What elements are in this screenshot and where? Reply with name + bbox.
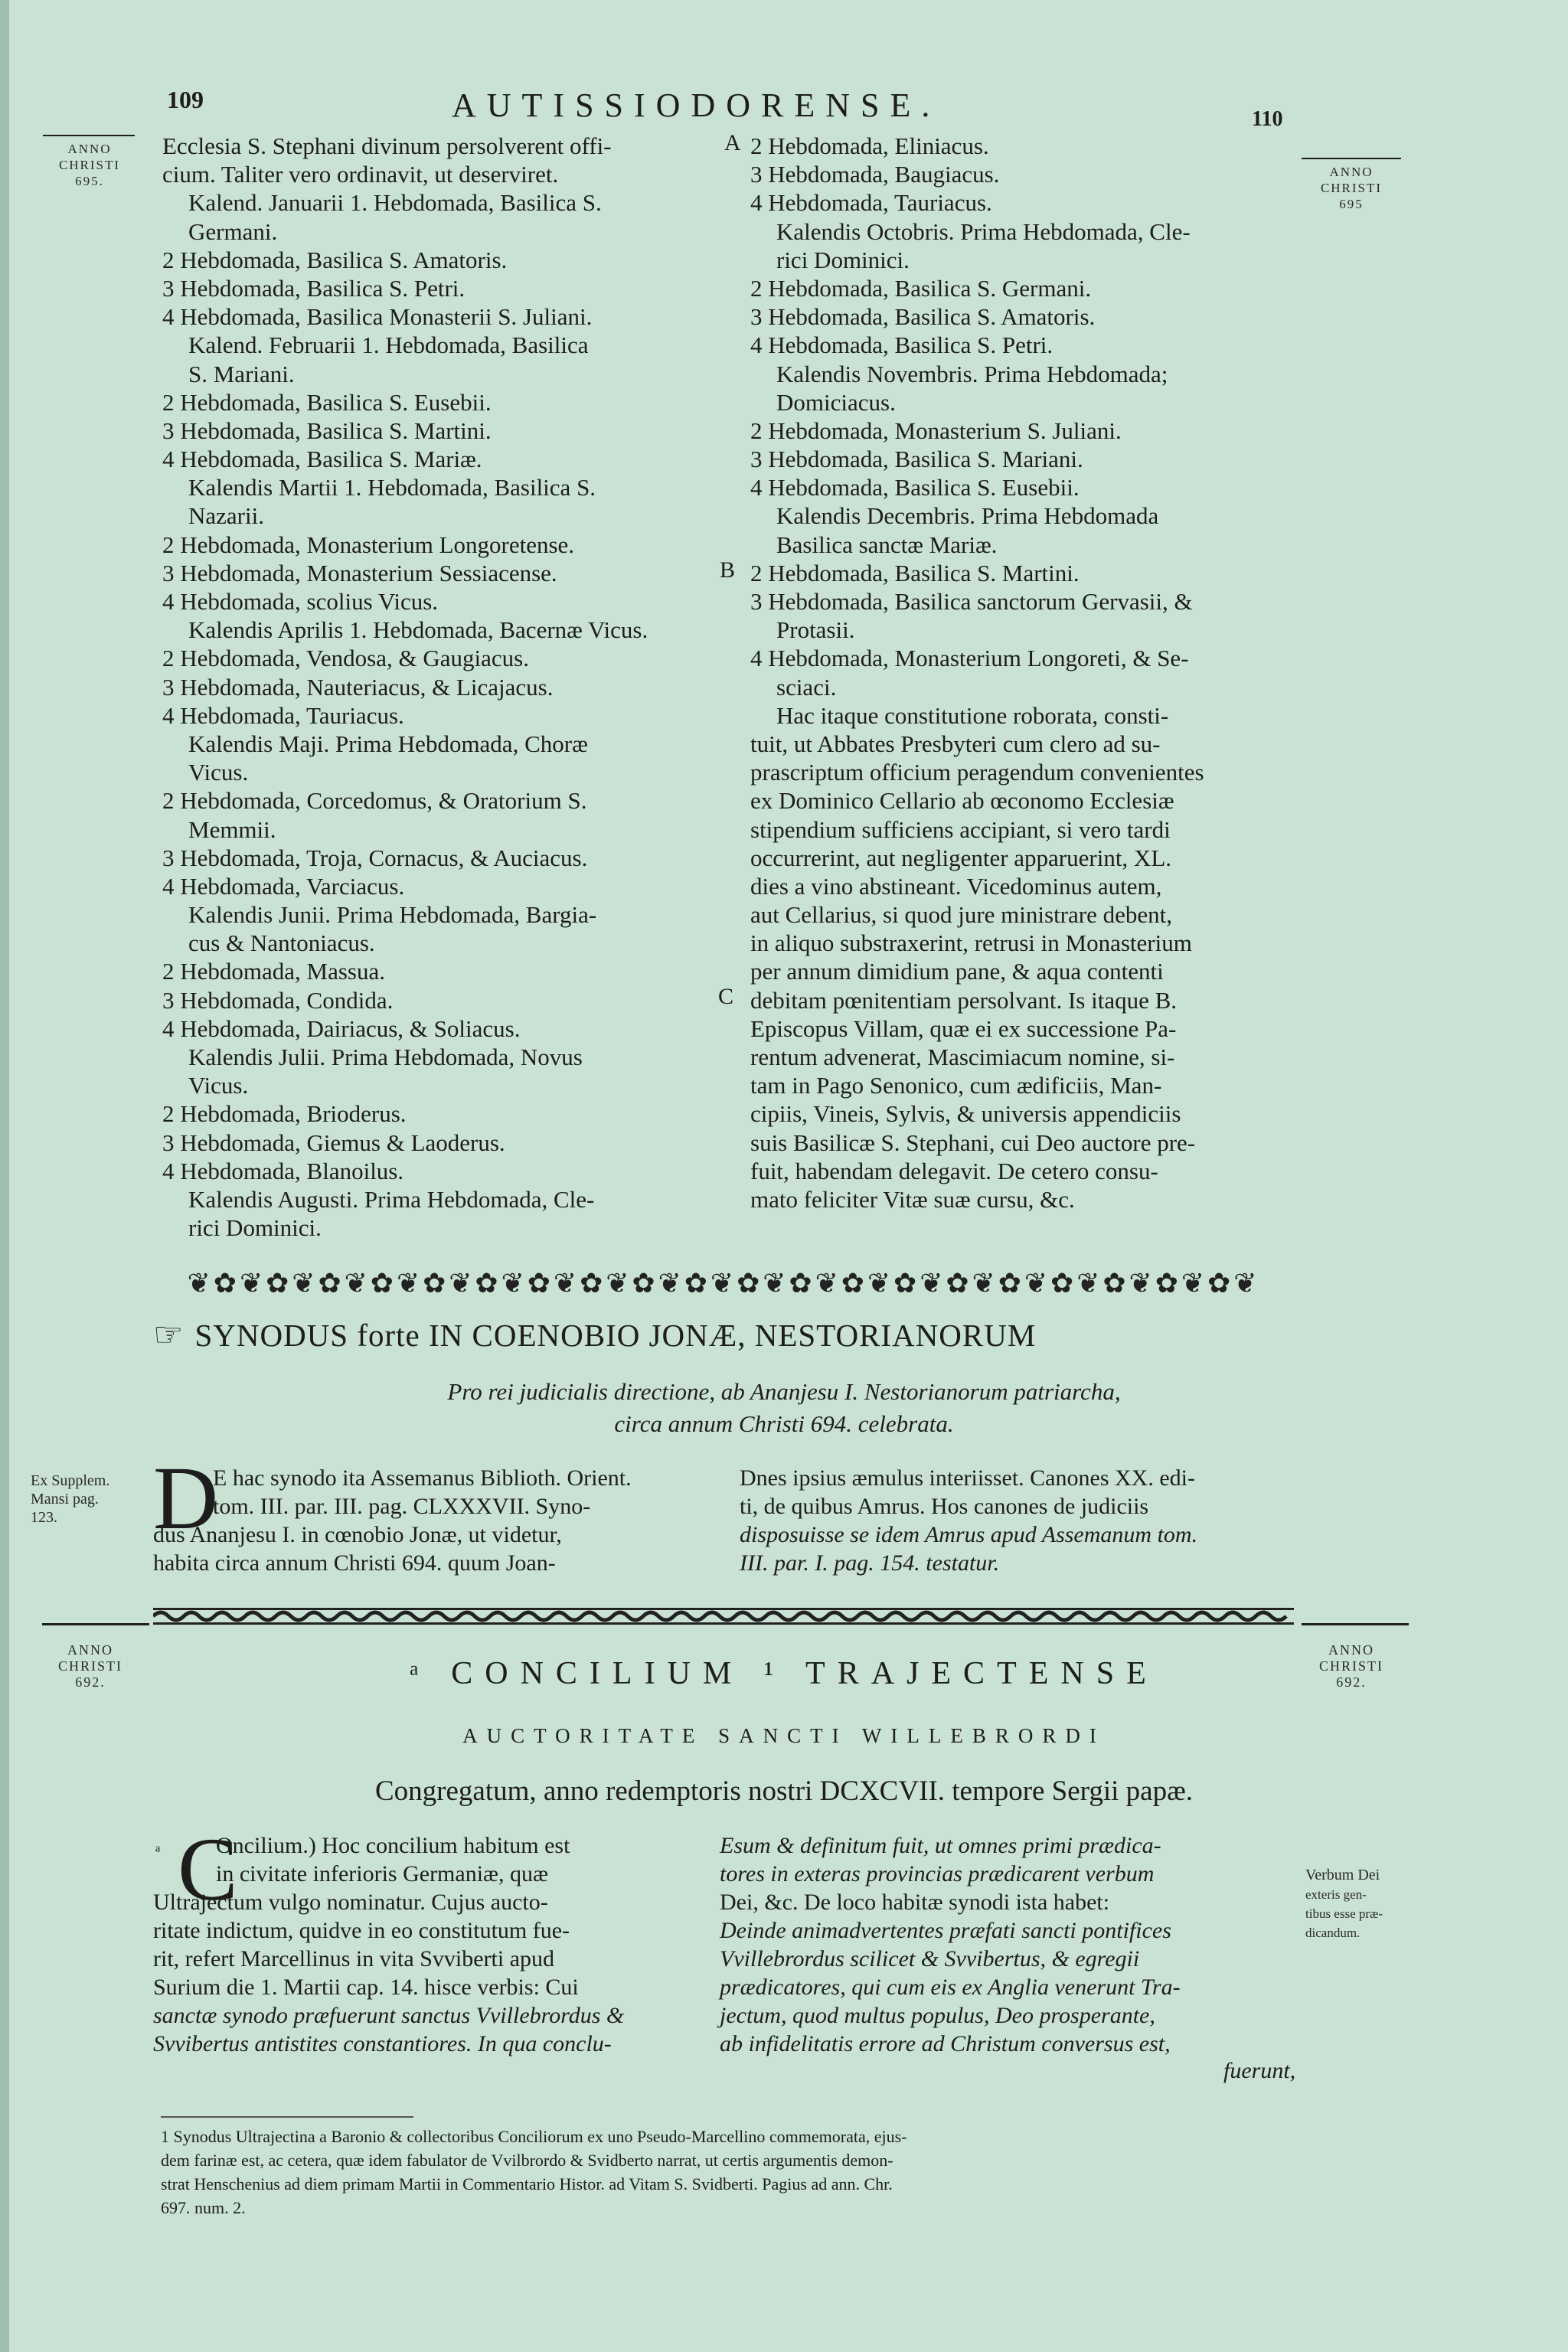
text-line: 3 Hebdomada, Monasterium Sessiacense. xyxy=(162,559,557,586)
year-margin-right xyxy=(1302,158,1401,212)
year-number: 692. xyxy=(75,1674,106,1690)
concilium-subtitle: AUCTORITATE SANCTI WILLEBRORDI xyxy=(462,1724,1106,1747)
text-line: Kalendis Aprilis 1. Hebdomada, Bacernæ Vicus. xyxy=(188,616,648,644)
text-line: Kalendis Maji. Prima Hebdomada, Choræ xyxy=(188,730,588,757)
text-line: stipendium sufficiens accipiant, si vero tardi xyxy=(750,815,1171,843)
text-line: strat Henschenius ad diem primam Martii in Commentario Histor. ad Vitam S. Svidberti. Pagius ad ann. Chr. xyxy=(161,2174,893,2194)
text-line: Esum & definitum fuit, ut omnes primi prædica- xyxy=(720,1833,1161,1858)
text-line: Memmii. xyxy=(188,815,276,843)
text-line: 4 Hebdomada, scolius Vicus. xyxy=(162,588,439,615)
text-line: 3 Hebdomada, Giemus & Laoderus. xyxy=(162,1129,505,1156)
text-line: 3 Hebdomada, Basilica S. Petri. xyxy=(162,274,466,302)
text-line: dus Ananjesu I. in cœnobio Jonæ, ut videtur, xyxy=(153,1522,562,1547)
text-line: tores in exteras provincias prædicarent verbum xyxy=(720,1861,1155,1886)
text-line: 4 Hebdomada, Basilica Monasterii S. Juliani. xyxy=(162,303,593,331)
text-line: rentum advenerat, Mascimiacum nomine, si- xyxy=(750,1044,1175,1070)
year-christi: CHRISTI xyxy=(1320,181,1383,195)
text-line: Deinde animadvertentes præfati sancti pontifices xyxy=(720,1918,1171,1943)
pointing-hand-icon: ☞ xyxy=(153,1316,185,1354)
year-christi: CHRISTI xyxy=(57,1658,122,1674)
text-line: 2 Hebdomada, Eliniacus. xyxy=(750,132,989,159)
concilium-date-line: Congregatum, anno redemptoris nostri DCXCVII. tempore Sergii papæ. xyxy=(374,1775,1194,1807)
gutter-letter-a: A xyxy=(724,130,741,155)
side-note-line: Verbum Dei xyxy=(1305,1867,1380,1883)
synod-subtitle-2: circa annum Christi 694. celebrata. xyxy=(614,1410,954,1437)
side-note-line: Mansi pag. xyxy=(31,1491,99,1508)
text-line: suis Basilicæ S. Stephani, cui Deo auctore pre- xyxy=(750,1129,1196,1156)
text-line: 4 Hebdomada, Tauriacus. xyxy=(162,701,404,729)
text-line: debitam pœnitentiam persolvant. Is itaque B. xyxy=(750,986,1178,1014)
text-line: Hac itaque constitutione roborata, consti- xyxy=(776,701,1169,729)
text-line: ex Dominico Cellario ab œconomo Ecclesiæ xyxy=(750,787,1174,815)
text-line: cium. Taliter vero ordinavit, ut deserviret. xyxy=(162,161,559,188)
text-line: 4 Hebdomada, Basilica S. Mariæ. xyxy=(162,446,482,473)
text-line: 2 Hebdomada, Basilica S. Eusebii. xyxy=(162,388,492,416)
text-line: Kalendis Decembris. Prima Hebdomada xyxy=(776,502,1159,530)
side-note-line: 123. xyxy=(31,1509,57,1526)
page-edge xyxy=(0,0,9,2352)
right-column xyxy=(750,132,1309,1214)
text-line: Kalendis Augusti. Prima Hebdomada, Cle- xyxy=(188,1185,595,1213)
text-line: Nazarii. xyxy=(188,502,264,530)
text-line: fuit, habendam delegavit. De cetero consu- xyxy=(750,1157,1158,1184)
synod-right-text xyxy=(740,1464,1298,1577)
text-line: aut Cellarius, si quod jure ministrare debent, xyxy=(750,901,1172,929)
text-line: 1 Synodus Ultrajectina a Baronio & collectoribus Conciliorum ex uno Pseudo-Marcellino commemorata, ejus- xyxy=(161,2127,907,2146)
text-line: 3 Hebdomada, Basilica sanctorum Gervasii, & xyxy=(750,588,1193,615)
text-line: 2 Hebdomada, Basilica S. Martini. xyxy=(750,559,1080,586)
text-line: Kalendis Octobris. Prima Hebdomada, Cle- xyxy=(776,217,1191,245)
rule-left xyxy=(42,1623,149,1625)
side-note-line: tibus esse præ- xyxy=(1305,1906,1383,1921)
text-line: Vvillebrordus scilicet & Svvibertus, & egregii xyxy=(720,1946,1140,1971)
side-note-line: dicandum. xyxy=(1305,1926,1361,1940)
text-line: Kalendis Martii 1. Hebdomada, Basilica S. xyxy=(188,474,596,501)
text-line: 3 Hebdomada, Basilica S. Martini. xyxy=(162,416,492,444)
page-number-right: 110 xyxy=(1252,107,1283,131)
text-line: Kalend. Januarii 1. Hebdomada, Basilica S. xyxy=(188,189,602,217)
text-line: 2 Hebdomada, Corcedomus, & Oratorium S. xyxy=(162,787,587,815)
text-line: III. par. I. pag. 154. testatur. xyxy=(740,1550,1000,1576)
concilium-last-word: fuerunt, xyxy=(1223,2058,1296,2083)
text-line: 3 Hebdomada, Nauteriacus, & Licajacus. xyxy=(162,673,554,701)
page-number-left: 109 xyxy=(167,86,204,113)
text-line: tam in Pago Senonico, cum ædificiis, Man- xyxy=(750,1072,1162,1099)
year-margin-left xyxy=(47,135,132,189)
text-line: Kalendis Novembris. Prima Hebdomada; xyxy=(776,360,1168,387)
text-line: 2 Hebdomada, Monasterium Longoretense. xyxy=(162,531,575,558)
concilium-dropcap: C xyxy=(178,1819,238,1919)
text-line: disposuisse se idem Amrus apud Assemanum tom. xyxy=(740,1522,1198,1547)
text-line: Kalendis Julii. Prima Hebdomada, Novus xyxy=(188,1044,583,1070)
side-note-line: Ex Supplem. xyxy=(31,1472,110,1489)
text-line: 3 Hebdomada, Troja, Cornacus, & Auciacus. xyxy=(162,844,588,871)
text-line: dies a vino abstineant. Vicedominus autem, xyxy=(750,872,1162,900)
gutter-letter-c: C xyxy=(718,984,734,1009)
text-line: 4 Hebdomada, Monasterium Longoreti, & Se- xyxy=(750,645,1189,672)
footnote xyxy=(161,2125,907,2220)
synod-left-text xyxy=(153,1464,720,1577)
text-line: 2 Hebdomada, Basilica S. Germani. xyxy=(750,274,1092,302)
text-line: rici Dominici. xyxy=(188,1214,322,1242)
text-line: 2 Hebdomada, Vendosa, & Gaugiacus. xyxy=(162,645,529,672)
text-line: tom. III. par. III. pag. CLXXXVII. Syno- xyxy=(213,1494,591,1519)
year-anno: ANNO xyxy=(67,1642,113,1658)
text-line: ab infidelitatis errore ad Christum conversus est, xyxy=(720,2031,1171,2056)
gutter-letter-b: B xyxy=(720,557,736,583)
text-line: rit, refert Marcellinus in vita Svviberti apud xyxy=(153,1946,555,1971)
text-line: 2 Hebdomada, Brioderus. xyxy=(162,1100,407,1128)
text-line: Domiciacus. xyxy=(776,388,896,416)
text-line: 2 Hebdomada, Monasterium S. Juliani. xyxy=(750,416,1122,444)
text-line: prascriptum officium peragendum convenientes xyxy=(750,759,1204,786)
text-line: sciaci. xyxy=(776,673,837,701)
text-line: Ultrajectum vulgo nominatur. Cujus aucto- xyxy=(153,1890,548,1915)
synod-dropcap: D xyxy=(153,1448,219,1548)
running-title: AUTISSIODORENSE. xyxy=(452,87,941,124)
text-line: Oncilium.) Hoc concilium habitum est xyxy=(216,1833,570,1858)
text-line: Germani. xyxy=(188,217,278,245)
text-line: sanctæ synodo præfuerunt sanctus Vvillebrordus & xyxy=(153,2003,625,2028)
text-line: 2 Hebdomada, Massua. xyxy=(162,958,385,985)
synod-subtitle-1: Pro rei judicialis directione, ab Ananjesu I. Nestorianorum patriarcha, xyxy=(447,1378,1121,1405)
year-anno: ANNO xyxy=(1329,165,1374,179)
text-line: tuit, ut Abbates Presbyteri cum clero ad su- xyxy=(750,730,1161,757)
text-line: in aliquo substraxerint, retrusi in Monasterium xyxy=(750,929,1192,957)
text-line: habita circa annum Christi 694. quum Joan- xyxy=(153,1550,556,1576)
text-line: Ecclesia S. Stephani divinum persolverent offi- xyxy=(162,132,612,159)
concilium-right-text xyxy=(720,1831,1286,2058)
text-line: 3 Hebdomada, Basilica S. Mariani. xyxy=(750,446,1083,473)
year-christi: CHRISTI xyxy=(1318,1658,1383,1674)
text-line: 4 Hebdomada, Blanoilus. xyxy=(162,1157,404,1184)
year-number: 695. xyxy=(75,174,104,188)
text-line: Episcopus Villam, quæ ei ex successione Pa- xyxy=(750,1014,1177,1042)
text-line: dem farinæ est, ac cetera, quæ idem fabulator de Vvilbrordo & Svidberto narrat, ut certis argumentis demon- xyxy=(161,2151,893,2170)
text-line: S. Mariani. xyxy=(188,360,295,387)
year-number: 695 xyxy=(1339,197,1364,211)
text-line: Kalendis Junii. Prima Hebdomada, Bargia- xyxy=(188,901,597,929)
text-line: cipiis, Vineis, Sylvis, & universis appendiciis xyxy=(750,1100,1181,1128)
text-line: occurrerint, aut negligenter apparuerint, XL. xyxy=(750,844,1172,871)
text-line: 4 Hebdomada, Basilica S. Eusebii. xyxy=(750,474,1080,501)
text-line: rici Dominici. xyxy=(776,246,910,273)
text-line: ritate indictum, quidve in eo constitutum fue- xyxy=(153,1918,570,1943)
text-line: jectum, quod multus populus, Deo prosperante, xyxy=(720,2003,1155,2028)
text-line: Basilica sanctæ Mariæ. xyxy=(776,531,998,558)
text-line: prædicatores, qui cum eis ex Anglia venerunt Tra- xyxy=(720,1975,1181,2000)
text-line: 4 Hebdomada, Basilica S. Petri. xyxy=(750,332,1054,359)
text-line: 3 Hebdomada, Condida. xyxy=(162,986,394,1014)
text-line: Vicus. xyxy=(188,1072,249,1099)
text-line: in civitate inferioris Germaniæ, quæ xyxy=(216,1861,549,1886)
braid-rule xyxy=(153,1606,1294,1626)
ornamental-band: ❦✿❦✿❦✿❦✿❦✿❦✿❦✿❦✿❦✿❦✿❦✿❦✿❦✿❦✿❦✿❦✿❦✿❦✿❦✿❦✿❦ xyxy=(187,1268,1260,1298)
synod-side-note xyxy=(31,1472,109,1527)
text-line: mato feliciter Vitæ suæ cursu, &c. xyxy=(750,1185,1075,1213)
year-anno: ANNO xyxy=(67,142,112,156)
text-line: 697. num. 2. xyxy=(161,2198,246,2217)
text-line: Dnes ipsius æmulus interiisset. Canones XX. edi- xyxy=(740,1465,1195,1491)
text-line: 3 Hebdomada, Baugiacus. xyxy=(750,161,1000,188)
synod-heading xyxy=(153,1315,1036,1354)
footnote-marker: ᵃ xyxy=(155,1841,161,1861)
text-line: ti, de quibus Amrus. Hos canones de judiciis xyxy=(740,1494,1149,1519)
left-column xyxy=(162,132,729,1242)
text-line: per annum dimidium pane, & aqua contenti xyxy=(750,958,1164,985)
side-note-line: exteris gen- xyxy=(1305,1887,1367,1902)
year-anno: ANNO xyxy=(1328,1642,1374,1658)
text-line: 4 Hebdomada, Varciacus. xyxy=(162,872,405,900)
year-christi: CHRISTI xyxy=(58,158,121,172)
text-line: cus & Nantoniacus. xyxy=(188,929,375,957)
text-line: 2 Hebdomada, Basilica S. Amatoris. xyxy=(162,246,508,273)
text-line: Surium die 1. Martii cap. 14. hisce verbis: Cui xyxy=(153,1975,579,2000)
text-line: 3 Hebdomada, Basilica S. Amatoris. xyxy=(750,303,1096,331)
text-line: 4 Hebdomada, Dairiacus, & Soliacus. xyxy=(162,1014,521,1042)
rule-right xyxy=(1302,1623,1409,1625)
year-number: 692. xyxy=(1336,1674,1367,1690)
text-line: 4 Hebdomada, Tauriacus. xyxy=(750,189,992,217)
text-line: Svvibertus antistites constantiores. In qua conclu- xyxy=(153,2031,612,2056)
text-line: Protasii. xyxy=(776,616,855,644)
text-line: Kalend. Februarii 1. Hebdomada, Basilica xyxy=(188,332,589,359)
footnote-rule xyxy=(161,2116,413,2118)
text-line: Dei, &c. De loco habitæ synodi ista habet: xyxy=(720,1890,1110,1915)
concilium-left-text xyxy=(153,1819,720,2058)
synod-heading-text: SYNODUS forte IN COENOBIO JONÆ, NESTORIANORUM xyxy=(194,1318,1037,1353)
concilium-title: ᵃ CONCILIUM ¹ TRAJECTENSE xyxy=(410,1656,1158,1691)
concilium-side-note xyxy=(1305,1866,1413,1942)
text-line: E hac synodo ita Assemanus Biblioth. Orient. xyxy=(213,1465,632,1491)
text-line: Vicus. xyxy=(188,759,249,786)
